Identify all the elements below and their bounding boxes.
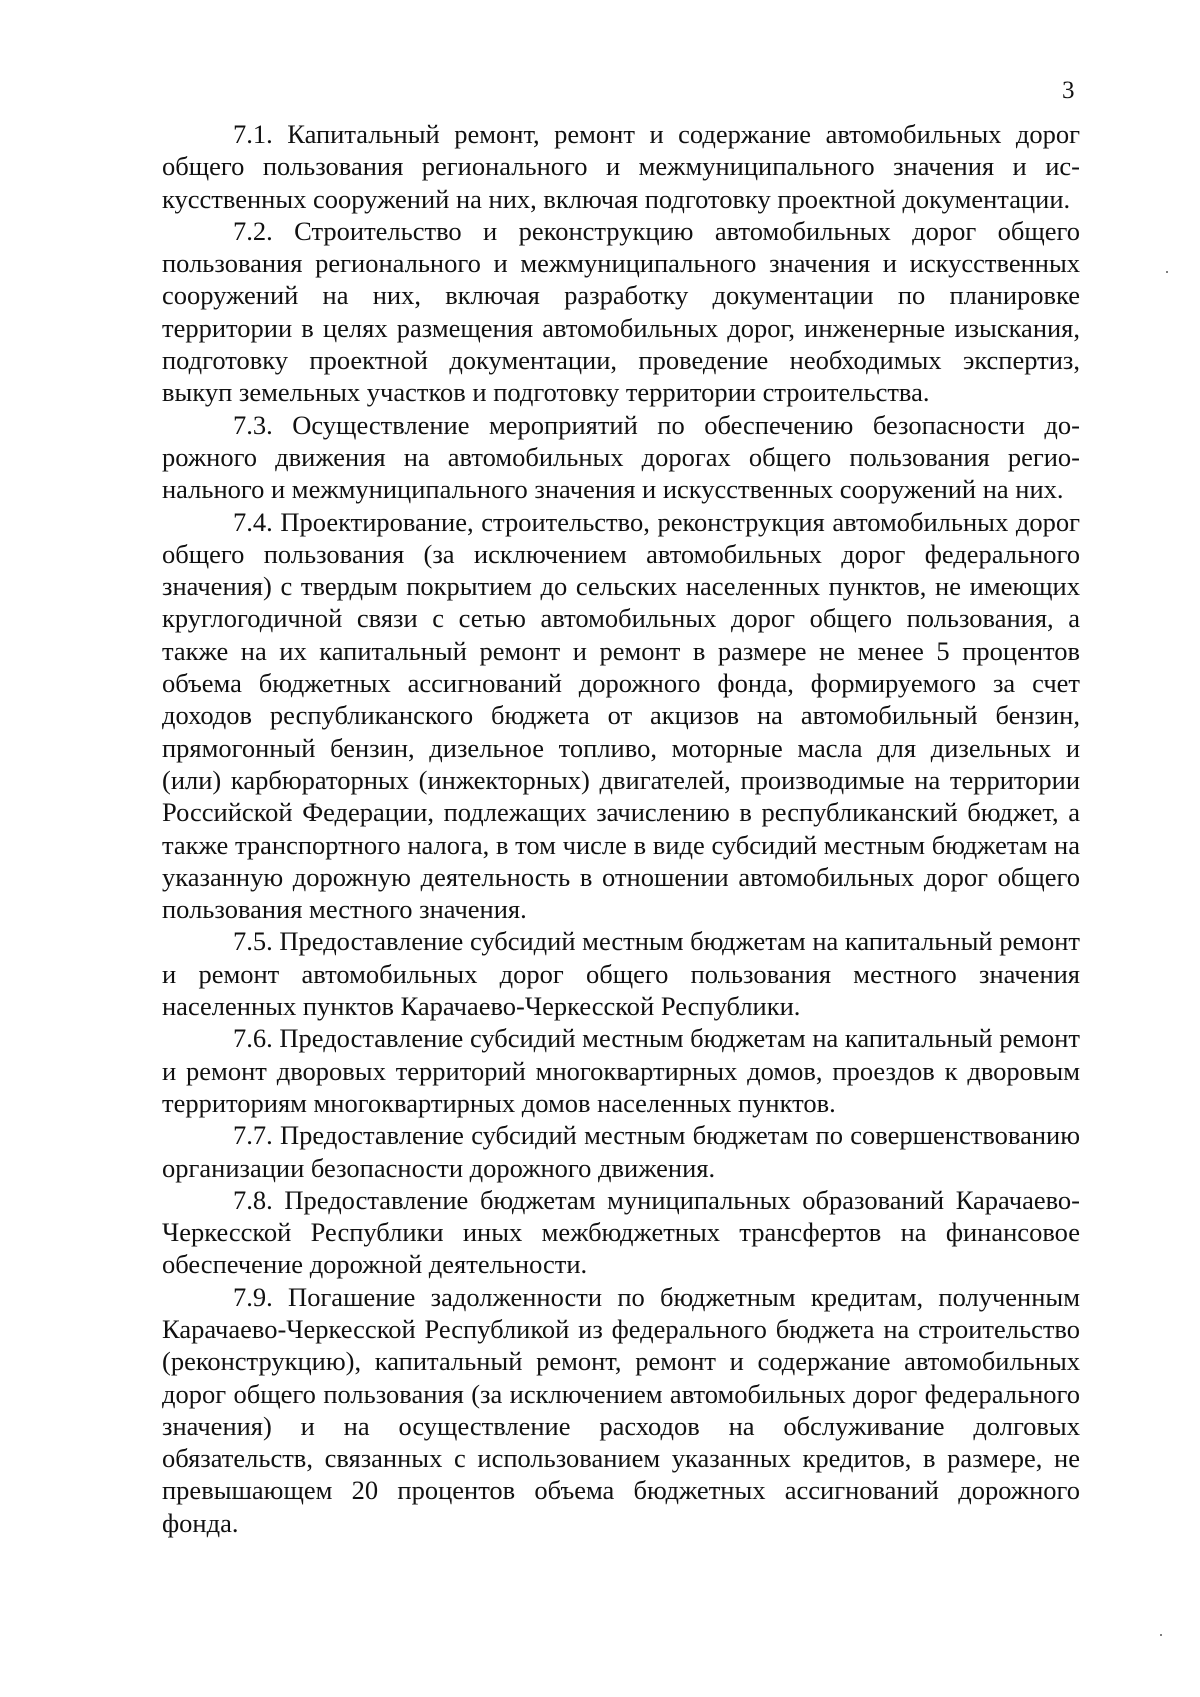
paragraph-7-1: 7.1. Капитальный ремонт, ремонт и содержание автомобильных дорог общего пользования регионального и межмуниципального значения и искусственных сооружений на них, включая подготовку проектной документации. xyxy=(162,119,1080,214)
paragraph-7-4: 7.4. Проектирование, строительство, реконструкция автомобильных дорог общего пользования (за исключением автомобильных дорог федерального значения) с твердым покрытием до сельских населенных пунктов, не имеющих круглогодичной связи с сетью автомобильных дорог общего пользования, а также на их капитальный ремонт и ремонт в размере не менее 5 процентов объема бюджетных ассигнований дорожного фонда, формируемого за счет доходов республиканского бюджета от акцизов на автомобильный бензин, прямогонный бензин, дизельное топливо, моторные масла для дизельных и (или) карбюраторных (инжекторных) двигателей, производимые на территории Российской Федерации, подлежащих зачислению в республиканский бюджет, а также транспортного налога, в том числе в виде субсидий местным бюджетам на указанную дорожную деятельность в отношении автомобильных дорог общего пользования местного значения. xyxy=(162,506,1080,925)
page-number: 3 xyxy=(1062,77,1075,104)
paragraph-7-6: 7.6. Предоставление субсидий местным бюджетам на капитальный ремонт и ремонт дворовых территорий многоквартирных домов, проездов к дворовым территориям многоквартирных домов населенных пунктов. xyxy=(162,1023,1080,1118)
paragraph-7-7: 7.7. Предоставление субсидий местным бюджетам по совершенствованию организации безопасности дорожного движения. xyxy=(162,1120,1080,1183)
paragraph-7-8: 7.8. Предоставление бюджетам муниципальных образований Карачаево-Черкесской Республики иных межбюджетных трансфертов на финансовое обеспечение дорожной деятельности. xyxy=(162,1184,1080,1280)
scan-speck xyxy=(1166,271,1168,273)
document-body xyxy=(162,118,1080,1539)
paragraph-7-9: 7.9. Погашение задолженности по бюджетным кредитам, полученным Карачаево-Черкесской Республикой из федерального бюджета на строительство (реконструкцию), капитальный ремонт, ремонт и содержание автомобильных дорог общего пользования (за исключением автомобильных дорог федерального значения) и на осуществление расходов на обслуживание долговых обязательств, связанных с использованием указанных кредитов, в размере, не превышающем 20 процентов объема бюджетных ассигнований дорожного фонда. xyxy=(162,1281,1080,1538)
paragraph-7-3: 7.3. Осуществление мероприятий по обеспечению безопасности дорожного движения на автомобильных дорогах общего пользования регионального и межмуниципального значения и искусственных сооружений на них. xyxy=(162,409,1080,505)
scan-speck xyxy=(1160,1634,1162,1636)
paragraph-7-2: 7.2. Строительство и реконструкцию автомобильных дорог общего пользования регионального и межмуниципального значения и искусственных сооружений на них, включая разработку документации по планировке территории в целях размещения автомобильных дорог, инженерные изыскания, подготовку проектной документации, проведение необходимых экспертиз, выкуп земельных участков и подготовку территории строительства. xyxy=(162,215,1080,408)
paragraph-7-5: 7.5. Предоставление субсидий местным бюджетам на капитальный ремонт и ремонт автомобильных дорог общего пользования местного значения населенных пунктов Карачаево-Черкесской Республики. xyxy=(162,926,1080,1022)
